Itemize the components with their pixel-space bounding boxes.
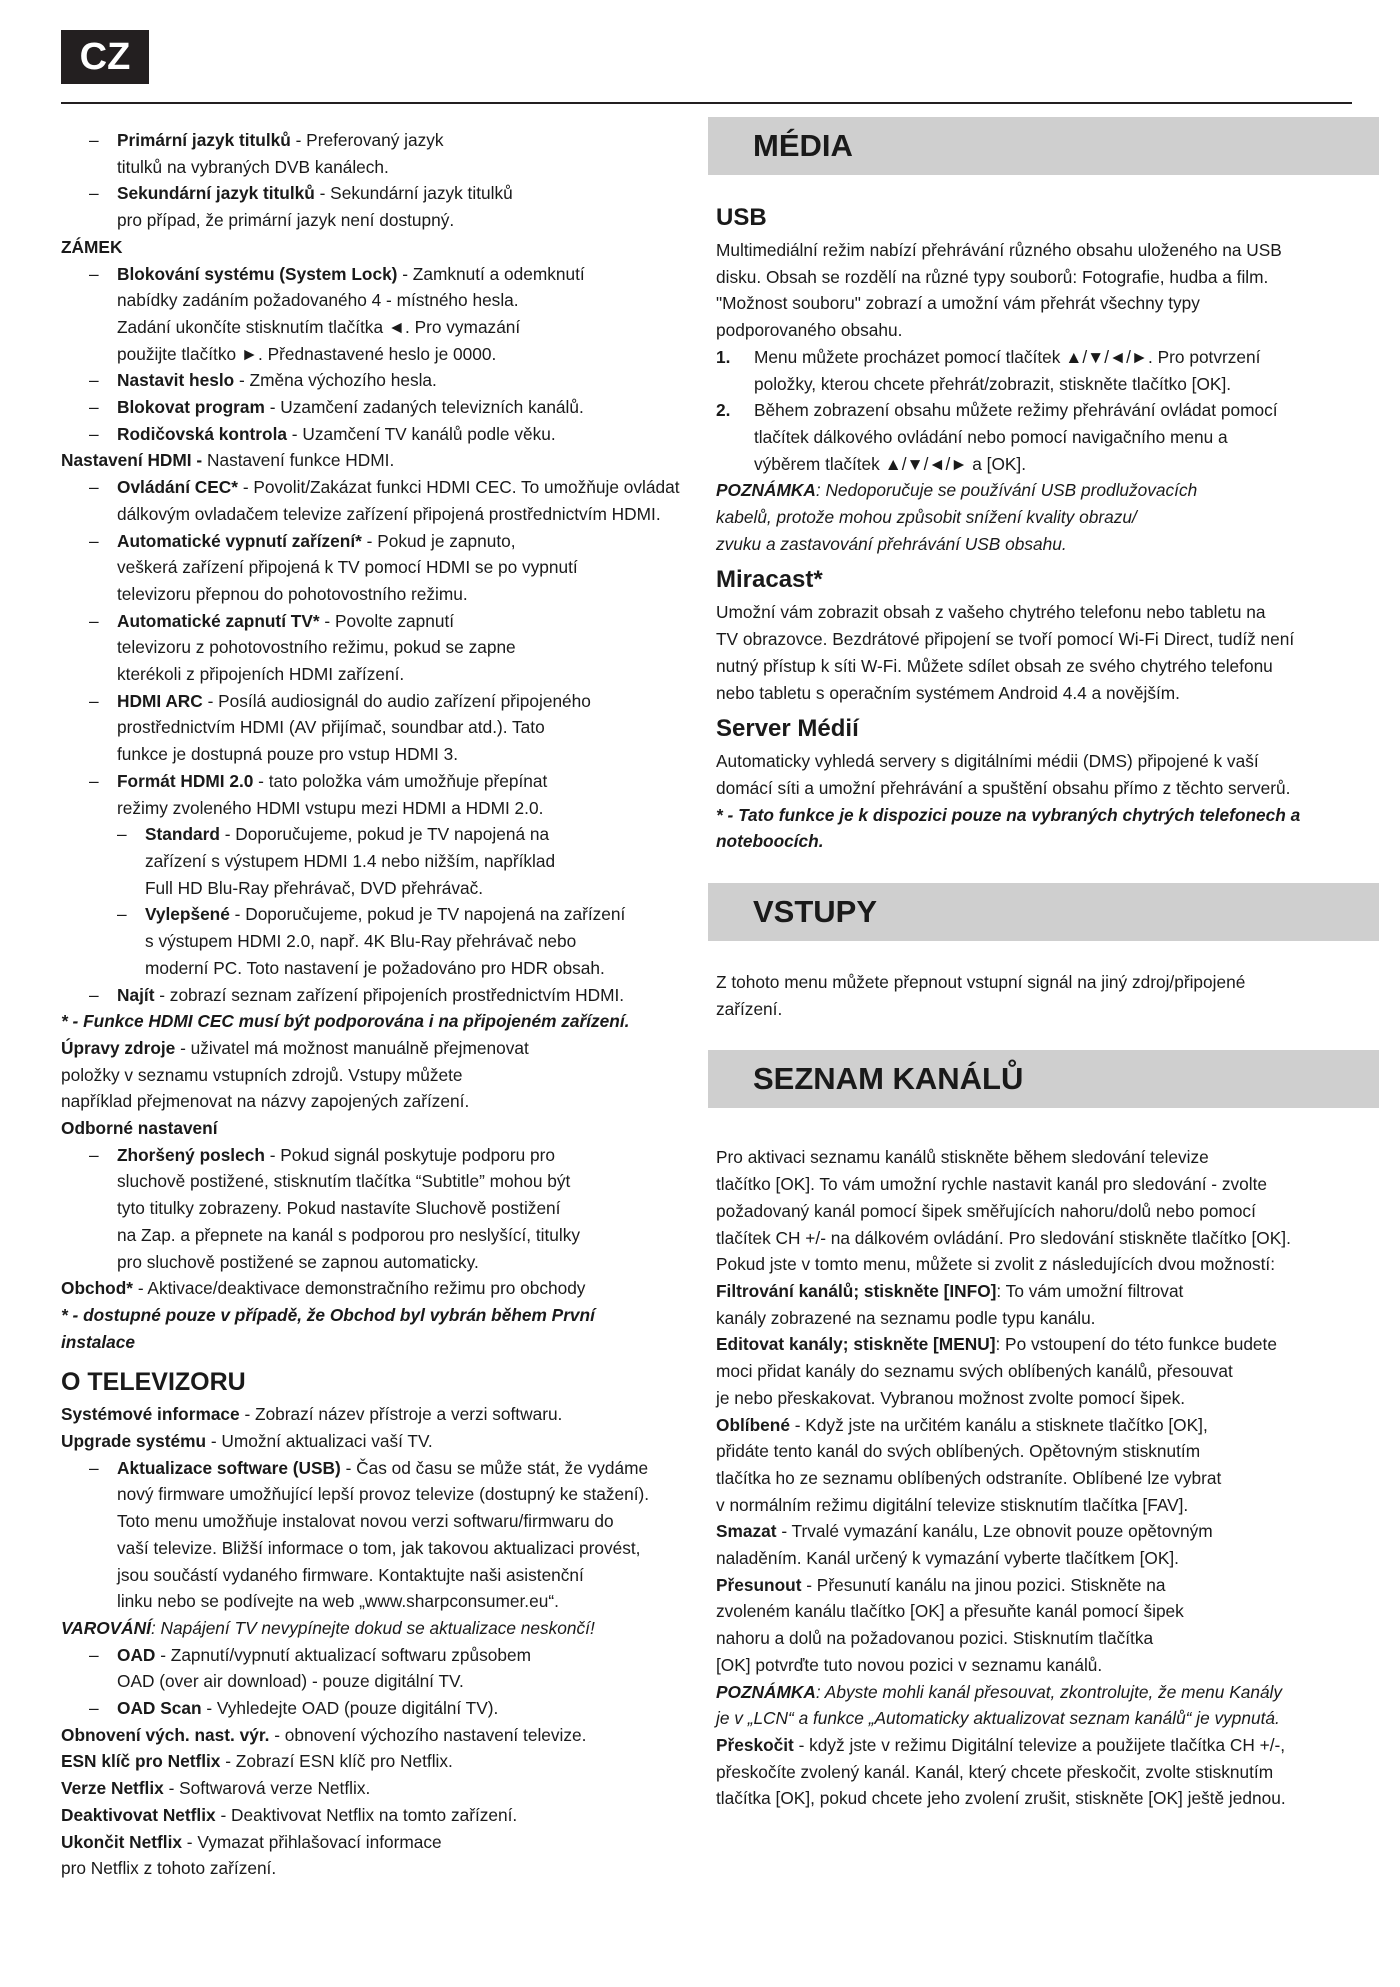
- text-line: prostřednictvím HDMI (AV přijímač, soundbar atd.). Tato: [117, 717, 545, 738]
- heading-server-medii: Server Médií: [716, 715, 859, 743]
- text-line: moderní PC. Toto nastavení je požadováno pro HDR obsah.: [145, 957, 605, 978]
- language-badge: CZ: [61, 30, 149, 84]
- section-header-vstupy: VSTUPY: [708, 883, 1379, 941]
- text-line: přeskočíte zvolený kanál. Kanál, který chcete přeskočit, zvolte stisknutím: [716, 1761, 1274, 1782]
- text-line: pro případ, že primární jazyk není dostupný.: [117, 210, 455, 231]
- spacer: [716, 1108, 1344, 1144]
- setting-line: Obnovení vých. nast. výr. - obnovení výchozího nastavení televize.: [61, 1724, 587, 1745]
- setting-line: Obchod* - Aktivace/deaktivace demonstračního režimu pro obchody: [61, 1278, 586, 1299]
- text-line: položky v seznamu vstupních zdrojů. Vstupy můžete: [61, 1064, 463, 1085]
- text-line: jsou součástí vydaného firmware. Kontaktujte naši asistenční: [117, 1564, 584, 1585]
- setting-line: Úpravy zdroje - uživatel má možnost manuálně přejmenovat: [61, 1037, 529, 1058]
- text-line: pro sluchově postižené se zapnou automaticky.: [117, 1251, 479, 1272]
- numbered-item: 1. Menu můžete procházet pomocí tlačítek ▲/▼/◄/►. Pro potvrzení: [716, 346, 1261, 367]
- note-line: POZNÁMKA: Nedoporučuje se používání USB prodlužovacích: [716, 480, 1198, 501]
- text-line: TV obrazovce. Bezdrátové připojení se tvoří pomocí Wi-Fi Direct, tudíž není: [716, 629, 1295, 650]
- text-line: v normálním režimu digitální televize stisknutím tlačítka [FAV].: [716, 1494, 1189, 1515]
- text-line: výběrem tlačítek ▲/▼/◄/► a [OK].: [754, 453, 1027, 474]
- text-line: vaší televize. Bližší informace o tom, jak takovou aktualizaci provést,: [117, 1537, 641, 1558]
- text-line: moci přidat kanály do seznamu svých oblíbených kanálů, přesouvat: [716, 1361, 1233, 1382]
- note-line: zvuku a zastavování přehrávání USB obsahu.: [716, 533, 1067, 554]
- text-line: na Zap. a přepnete na kanál s podporou pro neslyšící, titulky: [117, 1224, 581, 1245]
- dash-bullet: –: [89, 370, 99, 391]
- section-label-zamek: ZÁMEK: [61, 236, 123, 257]
- text-line: domácí síti a umožní přehrávání a spuštění obsahu přímo z těchto serverů.: [716, 777, 1291, 798]
- text-line: funkce je dostupná pouze pro vstup HDMI 3.: [117, 744, 459, 765]
- text-line: je nebo přeskakovat. Vybranou možnost zvolte pomocí šipek.: [716, 1387, 1186, 1408]
- dash-bullet: –: [89, 1644, 99, 1665]
- dash-bullet: –: [89, 130, 99, 150]
- list-item: – Zhoršený poslech - Pokud signál poskytuje podporu pro: [61, 1142, 661, 1169]
- text-line: nebo tabletu s operačním systémem Android 4.4 a novějším.: [716, 682, 1180, 703]
- list-item: – Blokování systému (System Lock) - Zamknutí a odemknutí: [61, 261, 661, 288]
- setting-line: ESN klíč pro Netflix - Zobrazí ESN klíč pro Netflix.: [61, 1751, 453, 1772]
- setting-label-odborne: Odborné nastavení: [61, 1118, 218, 1139]
- list-item: – OAD Scan - Vyhledejte OAD (pouze digitální TV).: [61, 1695, 661, 1722]
- list-item: – Ovládání CEC* - Povolit/Zakázat funkci HDMI CEC. To umožňuje ovládat: [61, 474, 661, 501]
- heading-usb: USB: [716, 204, 767, 231]
- text-line: Automaticky vyhledá servery s digitálními médii (DMS) připojené k vaší: [716, 751, 1259, 772]
- text-line: Umožní vám zobrazit obsah z vašeho chytrého telefonu nebo tabletu na: [716, 602, 1266, 623]
- spacer: [716, 1022, 1344, 1050]
- list-item: – OAD - Zapnutí/vypnutí aktualizací softwaru způsobem: [61, 1642, 661, 1669]
- list-item: – Formát HDMI 2.0 - tato položka vám umožňuje přepínat: [61, 768, 661, 795]
- dash-bullet: –: [89, 1144, 99, 1165]
- text-line: dálkovým ovladačem televize zařízení připojená prostřednictvím HDMI.: [117, 503, 661, 524]
- warning-line: VAROVÁNÍ: Napájení TV nevypínejte dokud se aktualizace neskončí!: [61, 1617, 595, 1638]
- text-line: linku nebo se podívejte na web „www.sharpconsumer.eu“.: [117, 1591, 559, 1612]
- text-line: Pokud jste v tomto menu, můžete si zvolit z následujících dvou možností:: [716, 1254, 1276, 1275]
- dash-bullet: –: [89, 263, 99, 284]
- text-line: Z tohoto menu můžete přepnout vstupní signál na jiný zdroj/připojené: [716, 972, 1246, 993]
- setting-line: Verze Netflix - Softwarová verze Netflix.: [61, 1778, 371, 1799]
- footnote-obchod-cont: instalace: [61, 1331, 135, 1352]
- list-item: – Sekundární jazyk titulků - Sekundární jazyk titulků: [61, 180, 661, 207]
- list-item: – Aktualizace software (USB) - Čas od času se může stát, že vydáme: [61, 1455, 661, 1482]
- text-line: požadovaný kanál pomocí šipek směřujících nahoru/dolů nebo pomocí: [716, 1200, 1256, 1221]
- text-line: tlačítko [OK]. To vám umožní rychle nastavit kanál pro sledování - zvolte: [716, 1174, 1268, 1195]
- text-line: naladěním. Kanál určený k vymazání vyberte tlačítkem [OK].: [716, 1548, 1179, 1569]
- text-line: disku. Obsah se rozdělí na různé typy souborů: Fotografie, hudba a film.: [716, 266, 1269, 287]
- list-item: – Automatické vypnutí zařízení* - Pokud je zapnuto,: [61, 528, 661, 555]
- dash-bullet: –: [89, 477, 99, 498]
- text-line: zařízení s výstupem HDMI 1.4 nebo nižším, například: [145, 850, 556, 871]
- text-line: nahoru a dolů na požadovanou pozici. Stisknutím tlačítka: [716, 1628, 1154, 1649]
- text-line: Multimediální režim nabízí přehrávání různého obsahu uloženého na USB: [716, 240, 1282, 260]
- text-line: "Možnost souboru" zobrazí a umožní vám přehrát všechny typy: [716, 293, 1200, 314]
- footnote-obchod: * - dostupné pouze v případě, že Obchod byl vybrán během První: [61, 1304, 595, 1325]
- text-line: kterékoli z připojeních HDMI zařízení.: [117, 664, 405, 685]
- text-line: titulků na vybraných DVB kanálech.: [117, 156, 389, 177]
- dash-bullet: –: [89, 690, 99, 711]
- sub-list-item: – Standard - Doporučujeme, pokud je TV napojená na: [61, 821, 661, 848]
- setting-line: Filtrování kanálů; stiskněte [INFO]: To vám umožní filtrovat: [716, 1280, 1184, 1301]
- dash-bullet: –: [89, 183, 99, 204]
- dash-bullet: –: [89, 423, 99, 444]
- header-divider: [61, 102, 1352, 104]
- list-item: – Rodičovská kontrola - Uzamčení TV kanálů podle věku.: [61, 421, 661, 448]
- text-line: tyto titulky zobrazeny. Pokud nastavíte Sluchově postižení: [117, 1198, 561, 1219]
- text-line: Full HD Blu-Ray přehrávač, DVD přehrávač.: [145, 877, 484, 898]
- text-line: nový firmware umožňující lepší provoz televize (dostupný ke stažení).: [117, 1484, 650, 1505]
- sub-list-item: – Vylepšené - Doporučujeme, pokud je TV napojená na zařízení: [61, 901, 661, 928]
- text-line: například přejmenovat na názvy zapojených zařízení.: [61, 1091, 470, 1112]
- dash-bullet: –: [89, 1457, 99, 1478]
- text-line: s výstupem HDMI 2.0, např. 4K Blu-Ray přehrávač nebo: [145, 931, 577, 952]
- text-line: sluchově postižené, stisknutím tlačítka “Subtitle” mohou být: [117, 1171, 571, 1192]
- right-column: [716, 117, 1344, 1812]
- setting-line: Přeskočit - když jste v režimu Digitální televize a použijete tlačítka CH +/-,: [716, 1734, 1286, 1755]
- note-line: kabelů, protože mohou způsobit snížení kvality obrazu/: [716, 507, 1137, 528]
- dash-bullet: –: [89, 1698, 99, 1719]
- setting-line: Oblíbené - Když jste na určitém kanálu a stisknete tlačítko [OK],: [716, 1414, 1208, 1435]
- text-line: položky, kterou chcete přehrát/zobrazit, stiskněte tlačítko [OK].: [754, 373, 1232, 394]
- setting-line: Přesunout - Přesunutí kanálu na jinou pozici. Stiskněte na: [716, 1574, 1166, 1595]
- text-line: pro Netflix z tohoto zařízení.: [61, 1858, 277, 1879]
- footnote-line: noteboocích.: [716, 831, 824, 852]
- text-line: zvoleném kanálu tlačítko [OK] a přesuňte kanál pomocí šipek: [716, 1601, 1184, 1622]
- footnote-line: * - Tato funkce je k dispozici pouze na vybraných chytrých telefonech a: [716, 804, 1301, 825]
- note-line: je v „LCN“ a funkce „Automaticky aktualizovat seznam kanálů“ je vypnutá.: [716, 1708, 1280, 1729]
- dash-bullet: –: [89, 984, 99, 1005]
- dash-bullet: –: [117, 824, 127, 845]
- dash-bullet: –: [89, 770, 99, 791]
- text-line: tlačítek dálkového ovládání nebo pomocí navigačního menu a: [754, 426, 1228, 447]
- setting-line: Systémové informace - Zobrazí název přístroje a verzi softwaru.: [61, 1404, 563, 1425]
- list-item: – Najít - zobrazí seznam zařízení připojeních prostřednictvím HDMI.: [61, 982, 661, 1009]
- section-header-seznam-kanalu: SEZNAM KANÁLŮ: [708, 1050, 1379, 1108]
- text-line: zařízení.: [716, 998, 783, 1019]
- spacer: [716, 175, 1344, 195]
- footnote-cec: * - Funkce HDMI CEC musí být podporována i na připojeném zařízení.: [61, 1011, 630, 1032]
- text-line: tlačítek CH +/- na dálkovém ovládání. Pro sledování stiskněte tlačítko [OK].: [716, 1227, 1291, 1248]
- text-line: Toto menu umožňuje instalovat novou verzi softwaru/firmwaru do: [117, 1511, 614, 1532]
- setting-line: Smazat - Trvalé vymazání kanálu, Lze obnovit pouze opětovným: [716, 1521, 1213, 1542]
- numbered-item: 2. Během zobrazení obsahu můžete režimy přehrávání ovládat pomocí: [716, 400, 1278, 421]
- text-line: nutný přístup k síti W-Fi. Můžete sdílet obsah ze svého chytrého telefonu: [716, 655, 1273, 676]
- setting-line: Ukončit Netflix - Vymazat přihlašovací informace: [61, 1831, 442, 1852]
- dash-bullet: –: [89, 530, 99, 551]
- text-line: OAD (over air download) - pouze digitální TV.: [117, 1671, 464, 1692]
- text-line: televizoru z pohotovostního režimu, pokud se zapne: [117, 637, 516, 658]
- list-item: – Nastavit heslo - Změna výchozího hesla.: [61, 367, 661, 394]
- section-header-media: MÉDIA: [708, 117, 1379, 175]
- list-item: – HDMI ARC - Posílá audiosignál do audio zařízení připojeného: [61, 688, 661, 715]
- left-column: [61, 127, 680, 1882]
- spacer: [716, 855, 1344, 883]
- text-line: kanály zobrazené na seznamu podle typu kanálu.: [716, 1307, 1096, 1328]
- list-item: – Blokovat program - Uzamčení zadaných televizních kanálů.: [61, 394, 661, 421]
- setting-line: Editovat kanály; stiskněte [MENU]: Po vstoupení do této funkce budete: [716, 1334, 1277, 1355]
- text-line: veškerá zařízení připojená k TV pomocí HDMI se po vypnutí: [117, 557, 578, 578]
- text-line: tlačítka ho ze seznamu oblíbených odstraníte. Oblíbené lze vybrat: [716, 1467, 1222, 1488]
- text-line: Pro aktivaci seznamu kanálů stiskněte během sledování televize: [716, 1147, 1209, 1168]
- note-line: POZNÁMKA: Abyste mohli kanál přesouvat, zkontrolujte, že menu Kanály: [716, 1681, 1283, 1702]
- setting-line: Nastavení HDMI - Nastavení funkce HDMI.: [61, 450, 395, 471]
- text-line: Zadání ukončíte stisknutím tlačítka ◄. Pro vymazání: [117, 316, 521, 337]
- list-item: – Automatické zapnutí TV* - Povolte zapnutí: [61, 608, 661, 635]
- text-line: nabídky zadáním požadovaného 4 - místného hesla.: [117, 290, 519, 311]
- text-line: použijte tlačítko ►. Přednastavené heslo je 0000.: [117, 343, 497, 364]
- text-line: přidáte tento kanál do svých oblíbených. Opětovným stisknutím: [716, 1441, 1201, 1462]
- text-line: [OK] potvrďte tuto novou pozici v seznamu kanálů.: [716, 1654, 1103, 1675]
- text-line: režimy zvoleného HDMI vstupu mezi HDMI a HDMI 2.0.: [117, 797, 544, 818]
- heading-miracast: Miracast*: [716, 566, 823, 594]
- setting-line: Upgrade systému - Umožní aktualizaci vaší TV.: [61, 1431, 433, 1452]
- heading-o-televizoru: O TELEVIZORU: [61, 1368, 246, 1397]
- spacer: [716, 941, 1344, 969]
- dash-bullet: –: [117, 904, 127, 925]
- dash-bullet: –: [89, 610, 99, 631]
- dash-bullet: –: [89, 397, 99, 418]
- text-line: tlačítka [OK], pokud chcete jeho zvolení zrušit, stiskněte [OK] ještě jednou.: [716, 1788, 1286, 1809]
- text-line: televizoru přepnou do pohotovostního režimu.: [117, 583, 468, 604]
- text-line: podporovaného obsahu.: [716, 320, 903, 341]
- list-item: – Primární jazyk titulků - Preferovaný jazyk: [61, 127, 661, 154]
- setting-line: Deaktivovat Netflix - Deaktivovat Netflix na tomto zařízení.: [61, 1804, 518, 1825]
